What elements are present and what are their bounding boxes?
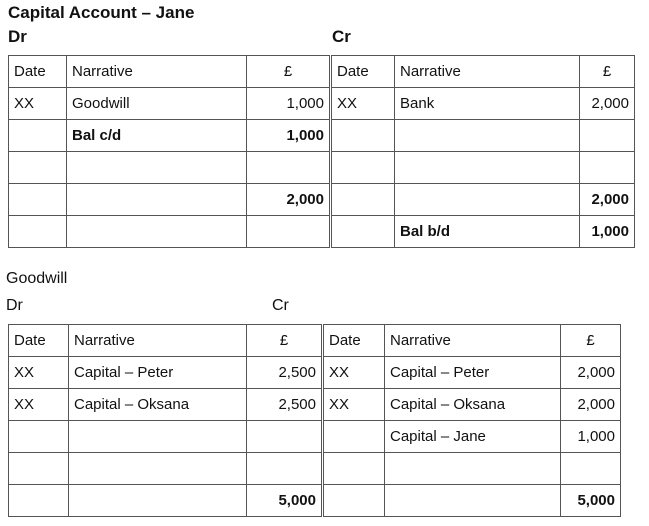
cr-narrative-cell: Bal b/d [395, 216, 580, 248]
dr-date-cell [9, 421, 69, 453]
dr-date-cell [9, 216, 67, 248]
dr-date-cell [9, 120, 67, 152]
header-narrative: Narrative [385, 325, 561, 357]
table-row [9, 357, 621, 389]
dr-date-cell [9, 184, 67, 216]
dr-amount-cell [247, 152, 331, 184]
cr-amount-cell [561, 453, 621, 485]
cr-amount-cell: 2,000 [580, 88, 635, 120]
header-amount: £ [247, 325, 323, 357]
cr-date-cell: XX [323, 357, 385, 389]
goodwill-account-ledger [8, 324, 621, 517]
dr-narrative-cell [69, 421, 247, 453]
cr-date-cell [331, 152, 395, 184]
dr-amount-cell [247, 453, 323, 485]
cr-narrative-cell [385, 485, 561, 517]
cr-total-cell: 5,000 [561, 485, 621, 517]
capital-cr-label: Cr [332, 27, 351, 46]
dr-amount-cell [247, 216, 331, 248]
header-date: Date [9, 56, 67, 88]
dr-amount-cell: 1,000 [247, 88, 331, 120]
table-row [9, 184, 635, 216]
cr-amount-cell: 2,000 [561, 389, 621, 421]
cr-narrative-cell [395, 184, 580, 216]
cr-date-cell [331, 184, 395, 216]
capital-dr-label: Dr [8, 27, 27, 46]
table-row [9, 152, 635, 184]
dr-amount-cell: 1,000 [247, 120, 331, 152]
dr-date-cell: XX [9, 357, 69, 389]
table-row [9, 421, 621, 453]
dr-amount-cell: 2,500 [247, 389, 323, 421]
ledger-header-row [9, 325, 621, 357]
cr-narrative-cell [395, 120, 580, 152]
cr-date-cell: XX [323, 389, 385, 421]
dr-amount-cell: 2,500 [247, 357, 323, 389]
dr-narrative-cell [69, 453, 247, 485]
header-narrative: Narrative [67, 56, 247, 88]
header-narrative: Narrative [69, 325, 247, 357]
table-row [9, 216, 635, 248]
dr-amount-cell [247, 421, 323, 453]
dr-date-cell [9, 453, 69, 485]
dr-narrative-cell: Capital – Peter [69, 357, 247, 389]
table-row [9, 453, 621, 485]
dr-date-cell [9, 485, 69, 517]
cr-amount-cell: 2,000 [561, 357, 621, 389]
cr-amount-cell: 1,000 [561, 421, 621, 453]
dr-narrative-cell: Capital – Oksana [69, 389, 247, 421]
cr-narrative-cell: Capital – Oksana [385, 389, 561, 421]
table-row [9, 389, 621, 421]
cr-narrative-cell [395, 152, 580, 184]
header-amount: £ [561, 325, 621, 357]
capital-account-ledger [8, 55, 635, 248]
goodwill-cr-label: Cr [272, 297, 289, 314]
dr-narrative-cell [67, 152, 247, 184]
capital-account-title: Capital Account – Jane [8, 3, 195, 22]
header-date: Date [9, 325, 69, 357]
header-date: Date [331, 56, 395, 88]
cr-date-cell [331, 216, 395, 248]
cr-total-cell: 2,000 [580, 184, 635, 216]
header-date: Date [323, 325, 385, 357]
dr-narrative-cell [67, 216, 247, 248]
dr-narrative-cell [67, 184, 247, 216]
dr-narrative-cell: Goodwill [67, 88, 247, 120]
dr-date-cell: XX [9, 389, 69, 421]
cr-amount-cell [580, 152, 635, 184]
header-amount: £ [247, 56, 331, 88]
cr-date-cell [323, 485, 385, 517]
header-narrative: Narrative [395, 56, 580, 88]
cr-date-cell: XX [331, 88, 395, 120]
ledger-header-row [9, 56, 635, 88]
table-row [9, 485, 621, 517]
cr-date-cell [331, 120, 395, 152]
dr-total-cell: 2,000 [247, 184, 331, 216]
cr-narrative-cell: Bank [395, 88, 580, 120]
dr-date-cell: XX [9, 88, 67, 120]
cr-narrative-cell: Capital – Peter [385, 357, 561, 389]
cr-narrative-cell: Capital – Jane [385, 421, 561, 453]
cr-amount-cell: 1,000 [580, 216, 635, 248]
cr-narrative-cell [385, 453, 561, 485]
cr-date-cell [323, 421, 385, 453]
dr-narrative-cell [69, 485, 247, 517]
table-row [9, 88, 635, 120]
table-row [9, 120, 635, 152]
goodwill-account-title: Goodwill [6, 270, 68, 287]
dr-narrative-cell: Bal c/d [67, 120, 247, 152]
goodwill-dr-label: Dr [6, 297, 23, 314]
cr-date-cell [323, 453, 385, 485]
cr-amount-cell [580, 120, 635, 152]
dr-total-cell: 5,000 [247, 485, 323, 517]
header-amount: £ [580, 56, 635, 88]
dr-date-cell [9, 152, 67, 184]
